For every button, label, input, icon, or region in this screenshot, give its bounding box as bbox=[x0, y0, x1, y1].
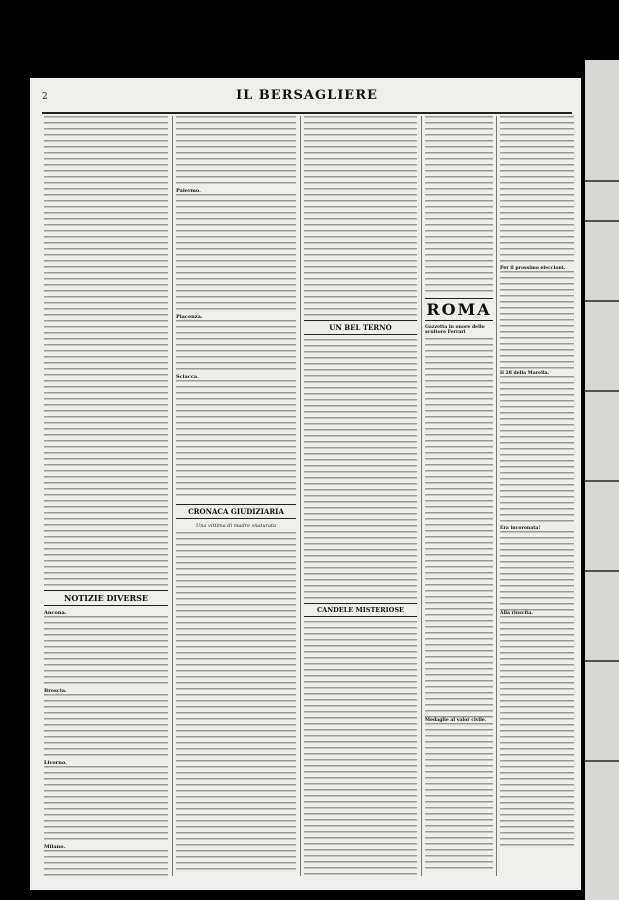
article-body bbox=[500, 376, 574, 526]
article-body bbox=[500, 616, 574, 846]
section-cronaca-giudiziaria: CRONACA GIUDIZIARIA bbox=[176, 504, 296, 519]
article-body bbox=[44, 766, 168, 844]
article-body bbox=[500, 271, 574, 371]
article-body bbox=[304, 621, 417, 876]
cronaca-subtitle: Una vittima di madre snaturata bbox=[196, 523, 276, 529]
dateline-sciacca: Sciacca. bbox=[176, 374, 199, 380]
article-body bbox=[304, 116, 417, 316]
dateline-brescia: Brescia. bbox=[44, 688, 67, 694]
article-body bbox=[425, 116, 493, 294]
roma-medaglie-heading: Medaglie al valor civile. bbox=[425, 718, 487, 723]
article-body bbox=[176, 320, 296, 374]
column-1 bbox=[44, 116, 168, 876]
article-body bbox=[44, 616, 168, 688]
roma-intro-heading: Gazzetta in onore dello scultore Ferrari bbox=[425, 325, 485, 335]
section-un-bel-terno: UN BEL TERNO bbox=[304, 320, 417, 335]
roma-terza-heading: Il 28 della Marella. bbox=[500, 371, 550, 376]
article-body bbox=[44, 694, 168, 760]
article-body bbox=[44, 116, 168, 586]
column-2 bbox=[176, 116, 296, 876]
article-body bbox=[500, 116, 574, 266]
article-body bbox=[44, 850, 168, 876]
column-rule bbox=[172, 116, 173, 876]
section-candele-misteriose: CANDELE MISTERIOSE bbox=[304, 603, 417, 617]
dateline-palermo: Palermo. bbox=[176, 188, 201, 194]
article-body bbox=[500, 531, 574, 611]
section-roma: ROMA bbox=[426, 300, 492, 319]
column-5 bbox=[500, 116, 574, 876]
dateline-piacenza: Piacenza. bbox=[176, 314, 203, 320]
dateline-ancona: Ancona. bbox=[44, 610, 67, 616]
newspaper-title: IL BERSAGLIERE bbox=[236, 88, 378, 103]
column-rule bbox=[300, 116, 301, 876]
article-body bbox=[176, 532, 296, 872]
dateline-milano: Milano. bbox=[44, 844, 66, 850]
roma-incoronati-heading: Era incoronata! bbox=[500, 526, 541, 531]
article-body bbox=[304, 339, 417, 599]
column-3 bbox=[304, 116, 417, 876]
roma-concorso-heading: Per il prossimo eleccioni. bbox=[500, 266, 566, 271]
page-edge bbox=[585, 60, 619, 900]
column-rule bbox=[421, 116, 422, 876]
dateline-livorno: Livorno. bbox=[44, 760, 67, 766]
roma-riuscita-heading: Alla riuscita. bbox=[500, 611, 533, 616]
masthead bbox=[42, 90, 572, 114]
article-body bbox=[425, 338, 493, 718]
section-notizie-diverse: NOTIZIE DIVERSE bbox=[44, 590, 168, 606]
page-number: 2 bbox=[42, 92, 48, 102]
article-body bbox=[176, 194, 296, 314]
column-rule bbox=[496, 116, 497, 876]
article-body bbox=[176, 380, 296, 500]
article-body bbox=[425, 723, 493, 873]
column-4 bbox=[425, 116, 493, 876]
article-body bbox=[176, 116, 296, 188]
